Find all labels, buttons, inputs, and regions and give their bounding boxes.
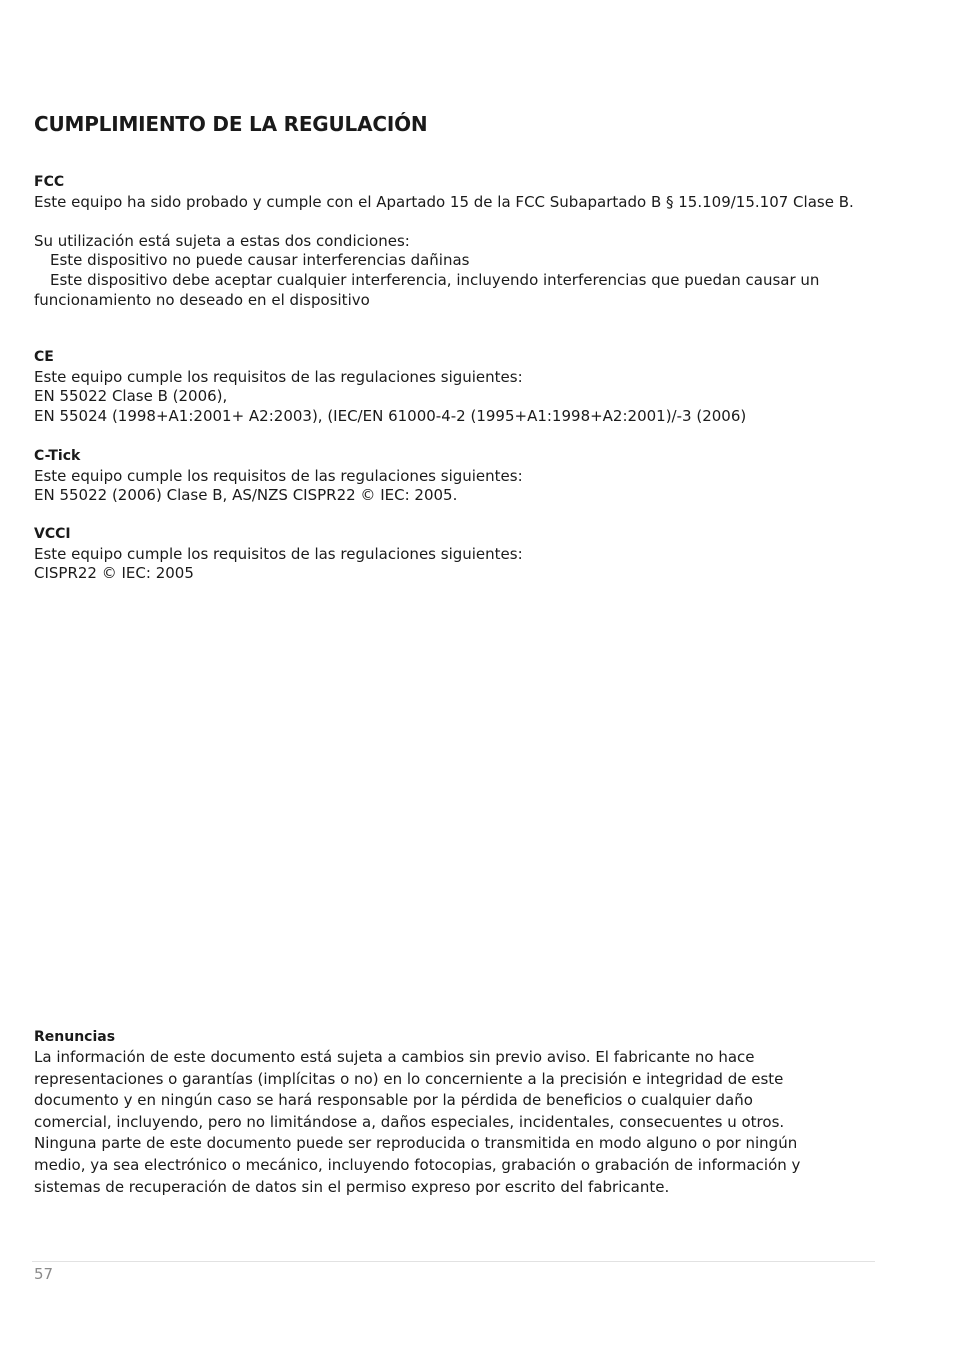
disclaimer-line: sistemas de recuperación de datos sin el permiso expreso por escrito del fabricante. xyxy=(34,1177,670,1196)
ctick-heading: C-Tick xyxy=(34,448,81,464)
ctick-section xyxy=(34,447,879,506)
disclaimer-section xyxy=(34,1028,864,1198)
ce-line: Este equipo cumple los requisitos de las regulaciones siguientes: xyxy=(34,367,523,386)
fcc-intro: Este equipo ha sido probado y cumple con el Apartado 15 de la FCC Subapartado B § 15.109/15.107 Clase B. xyxy=(34,192,854,211)
footer-divider xyxy=(32,1261,875,1262)
disclaimer-line: Ninguna parte de este documento puede ser reproducida o transmitida en modo alguno o por ningún xyxy=(34,1134,798,1153)
ce-line: EN 55022 Clase B (2006), xyxy=(34,387,228,406)
page-number: 57 xyxy=(34,1265,54,1283)
page-title: CUMPLIMIENTO DE LA REGULACIÓN xyxy=(34,112,428,136)
vcci-line: CISPR22 © IEC: 2005 xyxy=(34,564,194,583)
disclaimer-line: medio, ya sea electrónico o mecánico, incluyendo fotocopias, grabación o grabación de información y xyxy=(34,1155,801,1174)
fcc-heading: FCC xyxy=(34,174,65,190)
fcc-conditions-lead: Su utilización está sujeta a estas dos condiciones: xyxy=(34,231,410,250)
fcc-condition-item: Este dispositivo no puede causar interferencias dañinas xyxy=(50,251,470,270)
disclaimer-heading: Renuncias xyxy=(34,1029,116,1045)
disclaimer-line: La información de este documento está sujeta a cambios sin previo aviso. El fabricante no hace xyxy=(34,1048,755,1066)
vcci-line: Este equipo cumple los requisitos de las regulaciones siguientes: xyxy=(34,544,523,563)
disclaimer-line: documento y en ningún caso se hará responsable por la pérdida de beneficios o cualquier daño xyxy=(34,1091,753,1110)
ce-section xyxy=(34,348,879,426)
fcc-section xyxy=(34,173,879,310)
ce-line: EN 55024 (1998+A1:2001+ A2:2003), (IEC/EN 61000-4-2 (1995+A1:1998+A2:2001)/-3 (2006) xyxy=(34,406,747,425)
vcci-section xyxy=(34,525,879,584)
disclaimer-line: representaciones o garantías (implícitas o no) en lo concerniente a la precisión e integridad de este xyxy=(34,1069,784,1088)
ce-heading: CE xyxy=(34,349,54,365)
vcci-heading: VCCI xyxy=(34,526,71,542)
ctick-line: Este equipo cumple los requisitos de las regulaciones siguientes: xyxy=(34,466,523,485)
fcc-condition-item: Este dispositivo debe aceptar cualquier interferencia, incluyendo interferencias que puedan causar un funcionamiento no deseado en el dispositivo xyxy=(34,270,820,309)
ctick-line: EN 55022 (2006) Clase B, AS/NZS CISPR22 © IEC: 2005. xyxy=(34,486,458,505)
disclaimer-line: comercial, incluyendo, pero no limitándose a, daños especiales, incidentales, consecuentes u otros. xyxy=(34,1112,785,1131)
